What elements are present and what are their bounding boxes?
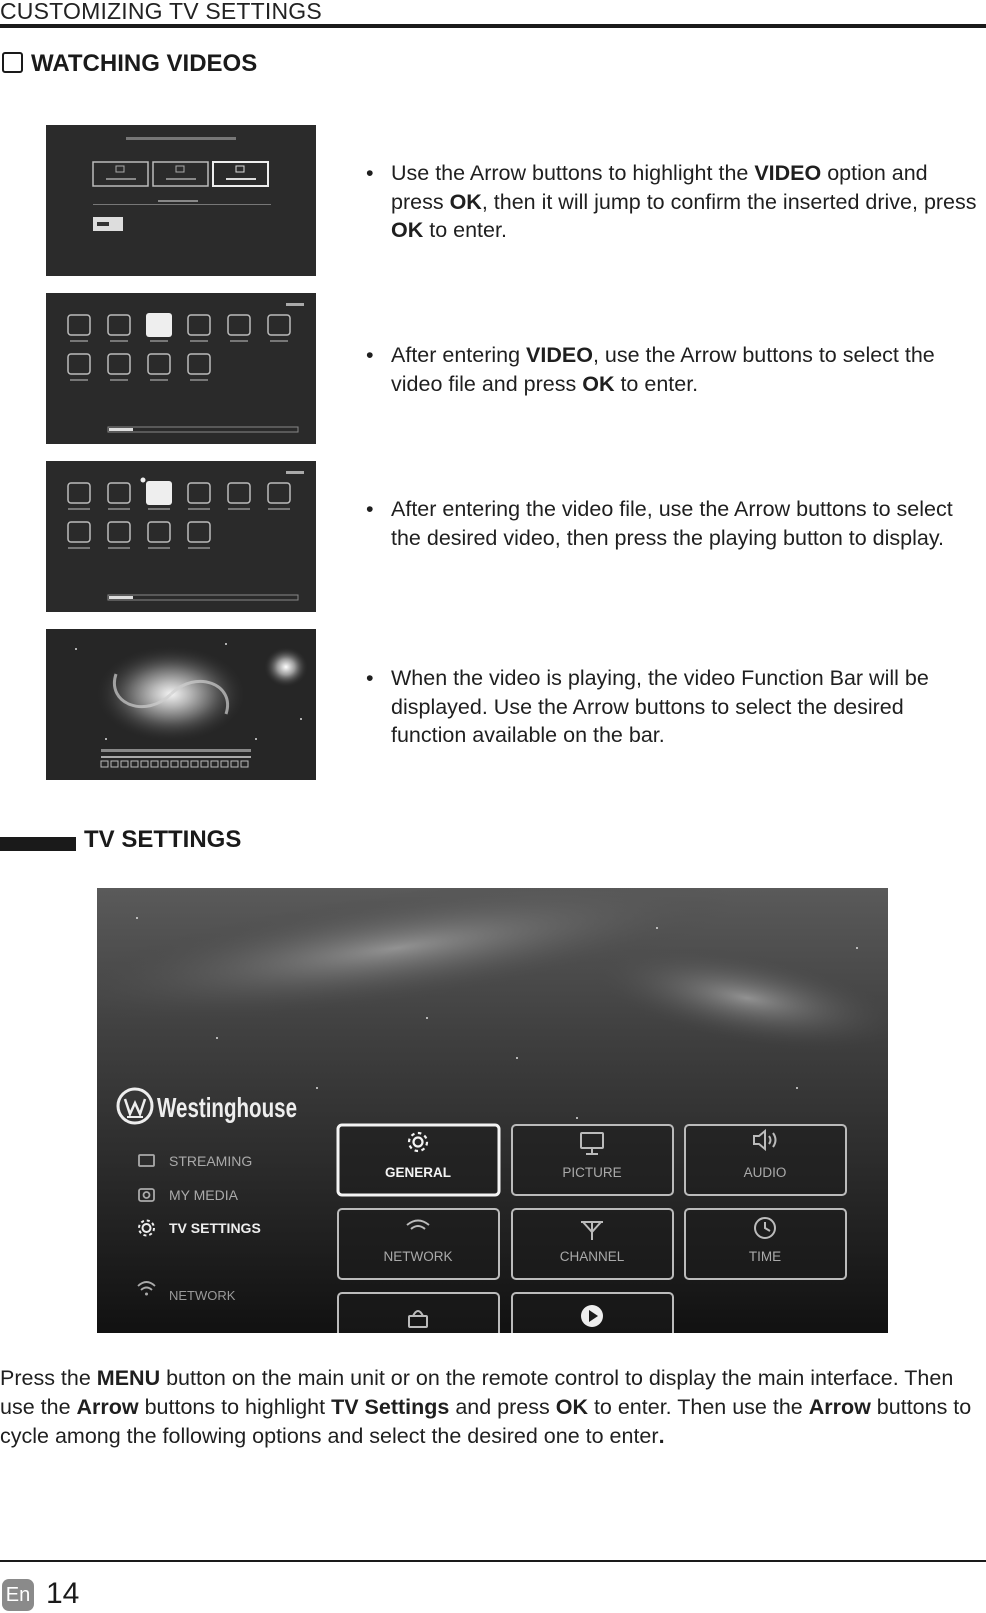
bullet-item <box>366 664 984 750</box>
text-run: , use the Arrow buttons to select the video file and press <box>391 343 935 396</box>
bold-text: OK <box>449 189 482 214</box>
page-number: 14 <box>46 1577 80 1610</box>
text-run: button on the main unit or on the remote control to display the main interface. Then use the <box>0 1366 954 1419</box>
bold-text: Arrow <box>808 1395 871 1419</box>
bullet-text <box>391 159 984 245</box>
tile-time-label: TIME <box>748 1249 782 1264</box>
tile-channel-label: CHANNEL <box>559 1249 625 1264</box>
bullet-item <box>366 495 984 552</box>
tile-general-label: GENERAL <box>384 1165 452 1180</box>
tile-network-label: NETWORK <box>383 1249 453 1264</box>
section-title-watching-videos <box>0 50 257 78</box>
bullet-dot: • <box>366 161 374 185</box>
tile-audio-label: AUDIO <box>743 1165 787 1180</box>
section-title-tv-settings: TV SETTINGS <box>84 826 242 853</box>
bold-text: OK <box>582 371 615 396</box>
bullet-text <box>391 495 984 552</box>
footer-rule <box>0 1560 986 1562</box>
screenshot-source-select <box>46 125 316 276</box>
text-run: to enter. Then use the <box>587 1395 809 1419</box>
bold-text: . <box>658 1424 665 1448</box>
bold-text: Arrow <box>76 1395 139 1419</box>
bold-text: VIDEO <box>754 161 822 185</box>
section-title-text: WATCHING VIDEOS <box>31 50 258 77</box>
bullet-dot: • <box>366 497 374 521</box>
screenshot-video-select <box>46 461 316 612</box>
bullet-dot: • <box>366 666 374 690</box>
menu-item-tv-settings: TV SETTINGS <box>169 1220 261 1236</box>
screenshot-tv-settings <box>97 888 888 1333</box>
bullet-item <box>366 341 984 398</box>
bold-text: OK <box>555 1395 588 1419</box>
brand-logo-text: Westinghouse <box>157 1092 297 1123</box>
text-run: option and press <box>391 161 928 214</box>
bold-text: OK <box>391 218 424 242</box>
text-run: Use the Arrow buttons to highlight the <box>391 161 755 185</box>
text-run: Press the <box>0 1366 97 1390</box>
text-run: buttons to cycle among the following options and select the desired one to enter <box>0 1395 972 1448</box>
text-run: , then it will jump to confirm the inserted drive, press <box>481 189 977 214</box>
header-title: CUSTOMIZING TV SETTINGS <box>0 0 322 24</box>
bullet-dot: • <box>366 343 374 367</box>
text-run: to enter. <box>614 371 699 396</box>
bold-text: MENU <box>96 1366 161 1390</box>
checkbox-icon <box>2 52 23 73</box>
text-run: buttons to highlight <box>138 1395 332 1419</box>
screenshot-video-folder <box>46 293 316 444</box>
bullet-item <box>366 159 984 245</box>
menu-item-network: NETWORK <box>169 1288 236 1303</box>
text-run: When the video is playing, the video Function Bar will be displayed. Use the Arrow buttons to select the desired function available on the bar. <box>391 666 929 747</box>
bold-text: VIDEO <box>526 343 593 367</box>
bold-text: TV Settings <box>331 1395 450 1419</box>
header-rule <box>0 24 986 28</box>
text-run: and press <box>449 1395 556 1419</box>
menu-item-streaming: STREAMING <box>169 1153 253 1169</box>
section-bar <box>0 837 76 851</box>
text-run: to enter. <box>423 218 507 242</box>
text-run: After entering <box>391 343 527 367</box>
bullet-text <box>391 664 984 750</box>
instructions-paragraph <box>0 1364 986 1451</box>
language-badge: En <box>2 1579 34 1611</box>
text-run: After entering the video file, use the Arrow buttons to select the desired video, then press the playing button to display. <box>391 497 953 550</box>
menu-item-my-media: MY MEDIA <box>169 1187 238 1203</box>
screenshot-video-playing <box>46 629 316 780</box>
tile-picture-label: PICTURE <box>562 1165 622 1180</box>
bullet-text <box>391 341 984 398</box>
